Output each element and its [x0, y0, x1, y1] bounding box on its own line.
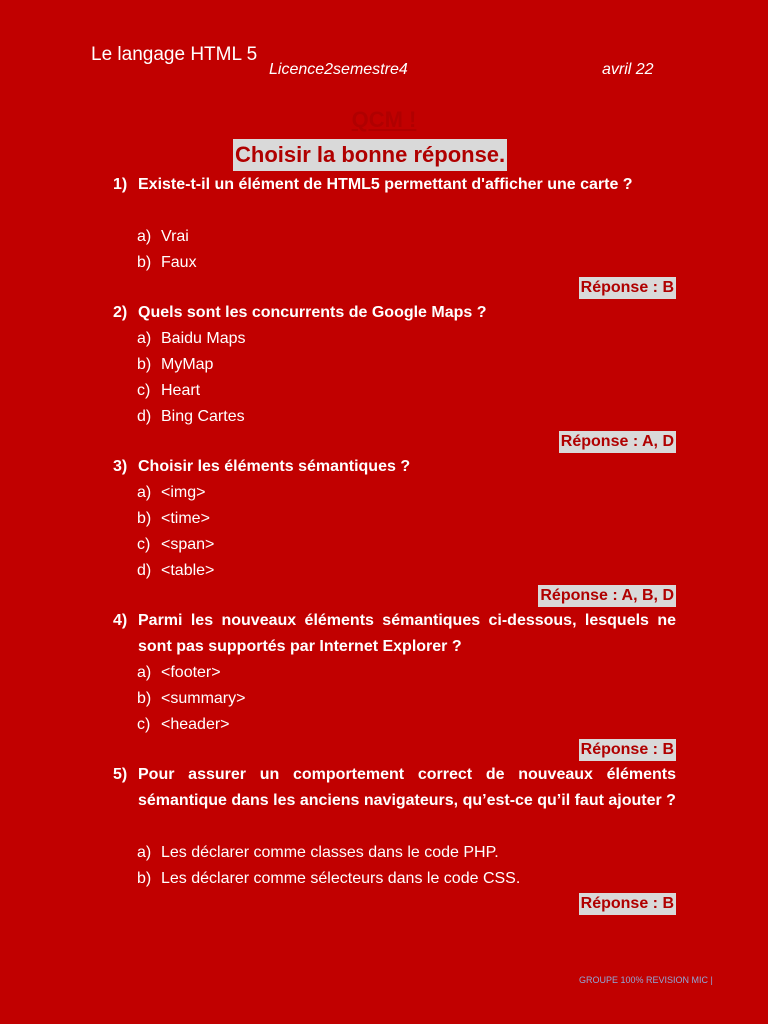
option-3-b	[137, 506, 210, 532]
qcm-heading	[0, 107, 768, 133]
answer-badge-4: Réponse : B	[579, 739, 676, 761]
question-text: Quels sont les concurrents de Google Maps ?	[138, 304, 487, 321]
option-5-a	[137, 840, 499, 866]
question-4	[113, 608, 676, 660]
option-4-c	[137, 712, 230, 738]
option-text: <table>	[161, 562, 215, 579]
option-1-b	[137, 250, 197, 276]
option-text: Les déclarer comme sélecteurs dans le code CSS.	[161, 870, 521, 887]
option-letter: a)	[137, 330, 152, 347]
option-text: <time>	[161, 510, 210, 527]
question-text: Choisir les éléments sémantiques ?	[138, 458, 411, 475]
option-2-d	[137, 404, 245, 430]
option-letter: b)	[137, 356, 152, 373]
doc-subtitle: Licence2semestre4	[269, 61, 408, 78]
option-letter: a)	[137, 228, 152, 245]
option-letter: b)	[137, 510, 152, 527]
option-5-b	[137, 866, 520, 892]
option-text: <header>	[161, 716, 230, 733]
question-number: 2)	[113, 304, 128, 321]
question-number: 4)	[113, 612, 128, 629]
option-3-a	[137, 480, 205, 506]
option-letter: a)	[137, 844, 152, 861]
option-text: Heart	[161, 382, 201, 399]
option-text: <summary>	[161, 690, 246, 707]
question-5	[113, 762, 676, 814]
option-text: <footer>	[161, 664, 221, 681]
option-letter: d)	[137, 408, 152, 425]
question-1	[113, 172, 676, 198]
option-letter: a)	[137, 484, 152, 501]
option-letter: a)	[137, 664, 152, 681]
question-3	[113, 454, 676, 480]
qcm-heading-text: QCM !	[351, 107, 417, 132]
option-3-c	[137, 532, 214, 558]
option-2-c	[137, 378, 200, 404]
option-text: <span>	[161, 536, 215, 553]
question-number: 1)	[113, 176, 128, 193]
option-3-d	[137, 558, 214, 584]
option-text: Les déclarer comme classes dans le code PHP.	[161, 844, 499, 861]
answer-badge-1: Réponse : B	[579, 277, 676, 299]
question-2	[113, 300, 676, 326]
option-2-a	[137, 326, 246, 352]
option-text: Faux	[161, 254, 197, 271]
question-number: 5)	[113, 766, 128, 783]
option-letter: c)	[137, 536, 151, 553]
option-text: Vrai	[161, 228, 189, 245]
question-text: Existe-t-il un élément de HTML5 permettant d'afficher une carte ?	[138, 176, 633, 193]
option-2-b	[137, 352, 213, 378]
instruction: Choisir la bonne réponse.	[233, 139, 507, 171]
option-letter: b)	[137, 690, 152, 707]
answer-badge-5: Réponse : B	[579, 893, 676, 915]
footer-text: GROUPE 100% REVISION MIC |	[579, 975, 713, 985]
option-letter: c)	[137, 382, 151, 399]
option-text: <img>	[161, 484, 206, 501]
question-text: Pour assurer un comportement correct de nouveaux éléments sémantique dans les anciens navigateurs, qu’est-ce qu’il faut ajouter ?	[138, 766, 676, 809]
option-letter: c)	[137, 716, 151, 733]
question-text: Parmi les nouveaux éléments sémantiques ci-dessous, lesquels ne sont pas supportés par Internet Explorer ?	[138, 612, 676, 655]
option-1-a	[137, 224, 189, 250]
option-4-a	[137, 660, 221, 686]
question-number: 3)	[113, 458, 128, 475]
doc-date: avril 22	[602, 61, 654, 78]
option-letter: d)	[137, 562, 152, 579]
option-text: Bing Cartes	[161, 408, 245, 425]
option-text: Baidu Maps	[161, 330, 246, 347]
option-letter: b)	[137, 870, 152, 887]
option-letter: b)	[137, 254, 152, 271]
answer-badge-3: Réponse : A, B, D	[538, 585, 676, 607]
option-text: MyMap	[161, 356, 214, 373]
doc-title: Le langage HTML 5	[91, 44, 258, 65]
answer-badge-2: Réponse : A, D	[559, 431, 676, 453]
option-4-b	[137, 686, 245, 712]
